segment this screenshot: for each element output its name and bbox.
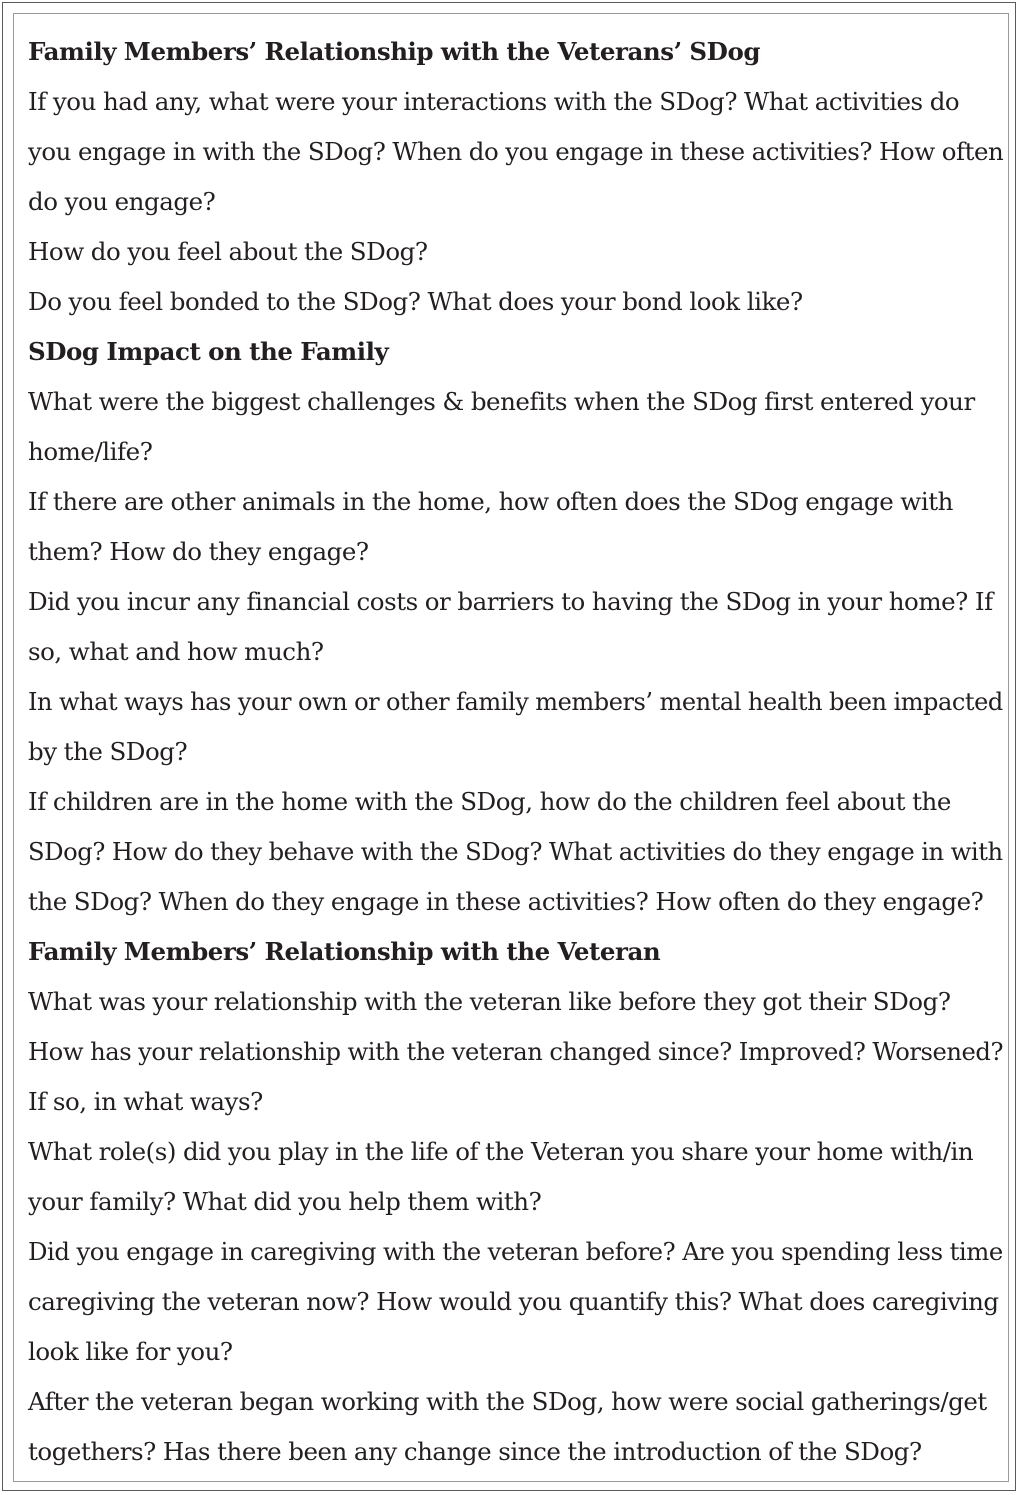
question-line: look like for you? [28, 1337, 233, 1366]
question-line: you engage in with the SDog? When do you engage in these activities? How often [28, 137, 1004, 166]
question-line: How has your relationship with the veteran changed since? Improved? Worsened? [28, 1037, 1004, 1066]
question-line: In what ways has your own or other family members’ mental health been impacted [28, 687, 1003, 716]
section-heading: Family Members’ Relationship with the Veteran [28, 937, 661, 966]
question-line: the SDog? When do they engage in these activities? How often do they engage? [28, 887, 984, 916]
question-line: caregiving the veteran now? How would you quantify this? What does caregiving [28, 1287, 999, 1316]
question-line: Do you feel bonded to the SDog? What does your bond look like? [28, 287, 803, 316]
question-list [28, 27, 1003, 1477]
question-line: so, what and how much? [28, 637, 324, 666]
question-line: What role(s) did you play in the life of the Veteran you share your home with/in [28, 1137, 974, 1166]
question-line: by the SDog? [28, 737, 188, 766]
question-line: home/life? [28, 437, 153, 466]
section-heading: Family Members’ Relationship with the Veterans’ SDog [28, 37, 761, 66]
question-line: If there are other animals in the home, how often does the SDog engage with [28, 487, 953, 516]
question-line: If children are in the home with the SDog, how do the children feel about the [28, 787, 951, 816]
question-line: Did you incur any financial costs or barriers to having the SDog in your home? If [28, 587, 993, 616]
section-heading: SDog Impact on the Family [28, 337, 389, 366]
question-line: do you engage? [28, 187, 216, 216]
question-line: How do you feel about the SDog? [28, 237, 428, 266]
question-line: After the veteran began working with the SDog, how were social gatherings/get [28, 1387, 987, 1416]
question-line: SDog? How do they behave with the SDog? What activities do they engage in with [28, 837, 1003, 866]
question-line: If so, in what ways? [28, 1087, 263, 1116]
question-line: What were the biggest challenges & benefits when the SDog first entered your [28, 387, 975, 416]
question-line: them? How do they engage? [28, 537, 369, 566]
question-line: your family? What did you help them with? [28, 1187, 542, 1216]
question-line: togethers? Has there been any change since the introduction of the SDog? [28, 1437, 922, 1466]
question-line: Did you engage in caregiving with the veteran before? Are you spending less time [28, 1237, 1003, 1266]
question-line: What was your relationship with the veteran like before they got their SDog? [28, 987, 951, 1016]
question-line: If you had any, what were your interactions with the SDog? What activities do [28, 87, 960, 116]
